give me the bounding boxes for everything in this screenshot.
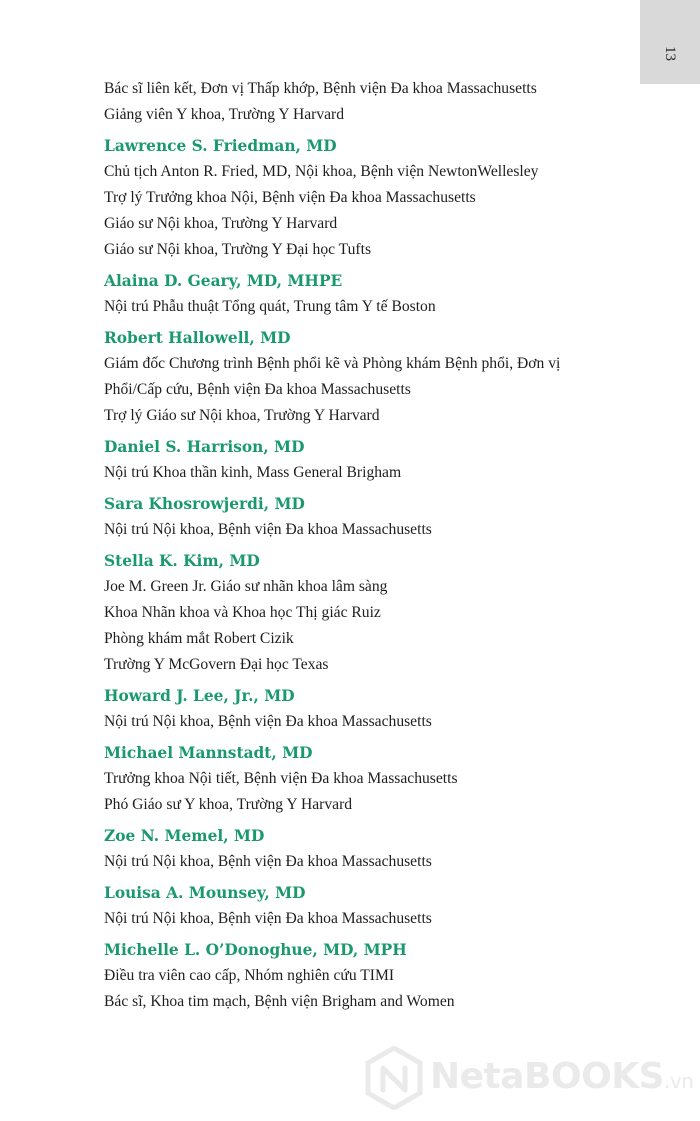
entry-line: Nội trú Nội khoa, Bệnh viện Đa khoa Massachusetts [104, 853, 432, 870]
entry-line: Trợ lý Giáo sư Nội khoa, Trường Y Harvard [104, 407, 380, 424]
contributor-entry [104, 548, 644, 678]
contributor-name: Lawrence S. Friedman, MD [104, 137, 337, 155]
entry-line: Giáo sư Nội khoa, Trường Y Harvard [104, 215, 338, 232]
contributor-name: Michelle L. O’Donoghue, MD, MPH [104, 941, 407, 959]
contributor-name: Howard J. Lee, Jr., MD [104, 687, 295, 705]
contributor-entry [104, 434, 644, 486]
contributors-list [104, 76, 644, 1015]
entry-line: Điều tra viên cao cấp, Nhóm nghiên cứu TIMI [104, 967, 395, 984]
contributor-name: Daniel S. Harrison, MD [104, 438, 305, 456]
entry-line: Bác sĩ, Khoa tim mạch, Bệnh viện Brigham and Women [104, 993, 455, 1010]
entry-line: Phòng khám mắt Robert Cizik [104, 630, 294, 647]
neta-logo-icon [364, 1046, 424, 1110]
contributor-name: Stella K. Kim, MD [104, 552, 260, 570]
entry-line: Chủ tịch Anton R. Fried, MD, Nội khoa, Bệnh viện NewtonWellesley [104, 163, 539, 180]
entry-line: Trường Y McGovern Đại học Texas [104, 656, 329, 673]
contributor-name: Zoe N. Memel, MD [104, 827, 265, 845]
contributor-name: Sara Khosrowjerdi, MD [104, 495, 305, 513]
entry-line: Nội trú Phẫu thuật Tổng quát, Trung tâm Y tế Boston [104, 298, 436, 315]
entry-line: Phổi/Cấp cứu, Bệnh viện Đa khoa Massachusetts [104, 381, 411, 398]
contributor-entry [104, 740, 644, 818]
intro-block [104, 76, 644, 128]
contributor-entry [104, 880, 644, 932]
watermark-brand: NetaBOOKS [430, 1056, 665, 1097]
entry-line: Trưởng khoa Nội tiết, Bệnh viện Đa khoa Massachusetts [104, 770, 458, 787]
contributor-entry [104, 268, 644, 320]
entry-line: Trợ lý Trưởng khoa Nội, Bệnh viện Đa khoa Massachusetts [104, 189, 476, 206]
watermark-suffix: .vn [664, 1069, 694, 1093]
contributor-name: Louisa A. Mounsey, MD [104, 884, 306, 902]
entry-line: Bác sĩ liên kết, Đơn vị Thấp khớp, Bệnh viện Đa khoa Massachusetts [104, 80, 537, 97]
page-number: 13 [662, 46, 678, 61]
entry-line: Khoa Nhãn khoa và Khoa học Thị giác Ruiz [104, 604, 381, 621]
entry-line: Joe M. Green Jr. Giáo sư nhãn khoa lâm sàng [104, 578, 388, 595]
entry-line: Nội trú Khoa thần kinh, Mass General Brigham [104, 464, 402, 481]
contributor-entry [104, 325, 644, 429]
page-number-tab [640, 0, 700, 84]
netabooks-watermark [364, 1044, 694, 1114]
contributor-entry [104, 491, 644, 543]
entry-line: Nội trú Nội khoa, Bệnh viện Đa khoa Massachusetts [104, 910, 432, 927]
contributor-entry [104, 823, 644, 875]
watermark-text [430, 1056, 693, 1097]
contributor-entry [104, 937, 644, 1015]
contributor-name: Alaina D. Geary, MD, MHPE [104, 272, 343, 290]
entry-line: Giảng viên Y khoa, Trường Y Harvard [104, 106, 345, 123]
contributor-entry [104, 133, 644, 263]
entry-line: Nội trú Nội khoa, Bệnh viện Đa khoa Massachusetts [104, 521, 432, 538]
contributor-name: Robert Hallowell, MD [104, 329, 291, 347]
entry-line: Phó Giáo sư Y khoa, Trường Y Harvard [104, 796, 353, 813]
entry-line: Giáo sư Nội khoa, Trường Y Đại học Tufts [104, 241, 372, 258]
entry-line: Giám đốc Chương trình Bệnh phổi kẽ và Phòng khám Bệnh phổi, Đơn vị [104, 355, 561, 372]
contributor-entry [104, 683, 644, 735]
entry-line: Nội trú Nội khoa, Bệnh viện Đa khoa Massachusetts [104, 713, 432, 730]
contributor-name: Michael Mannstadt, MD [104, 744, 313, 762]
